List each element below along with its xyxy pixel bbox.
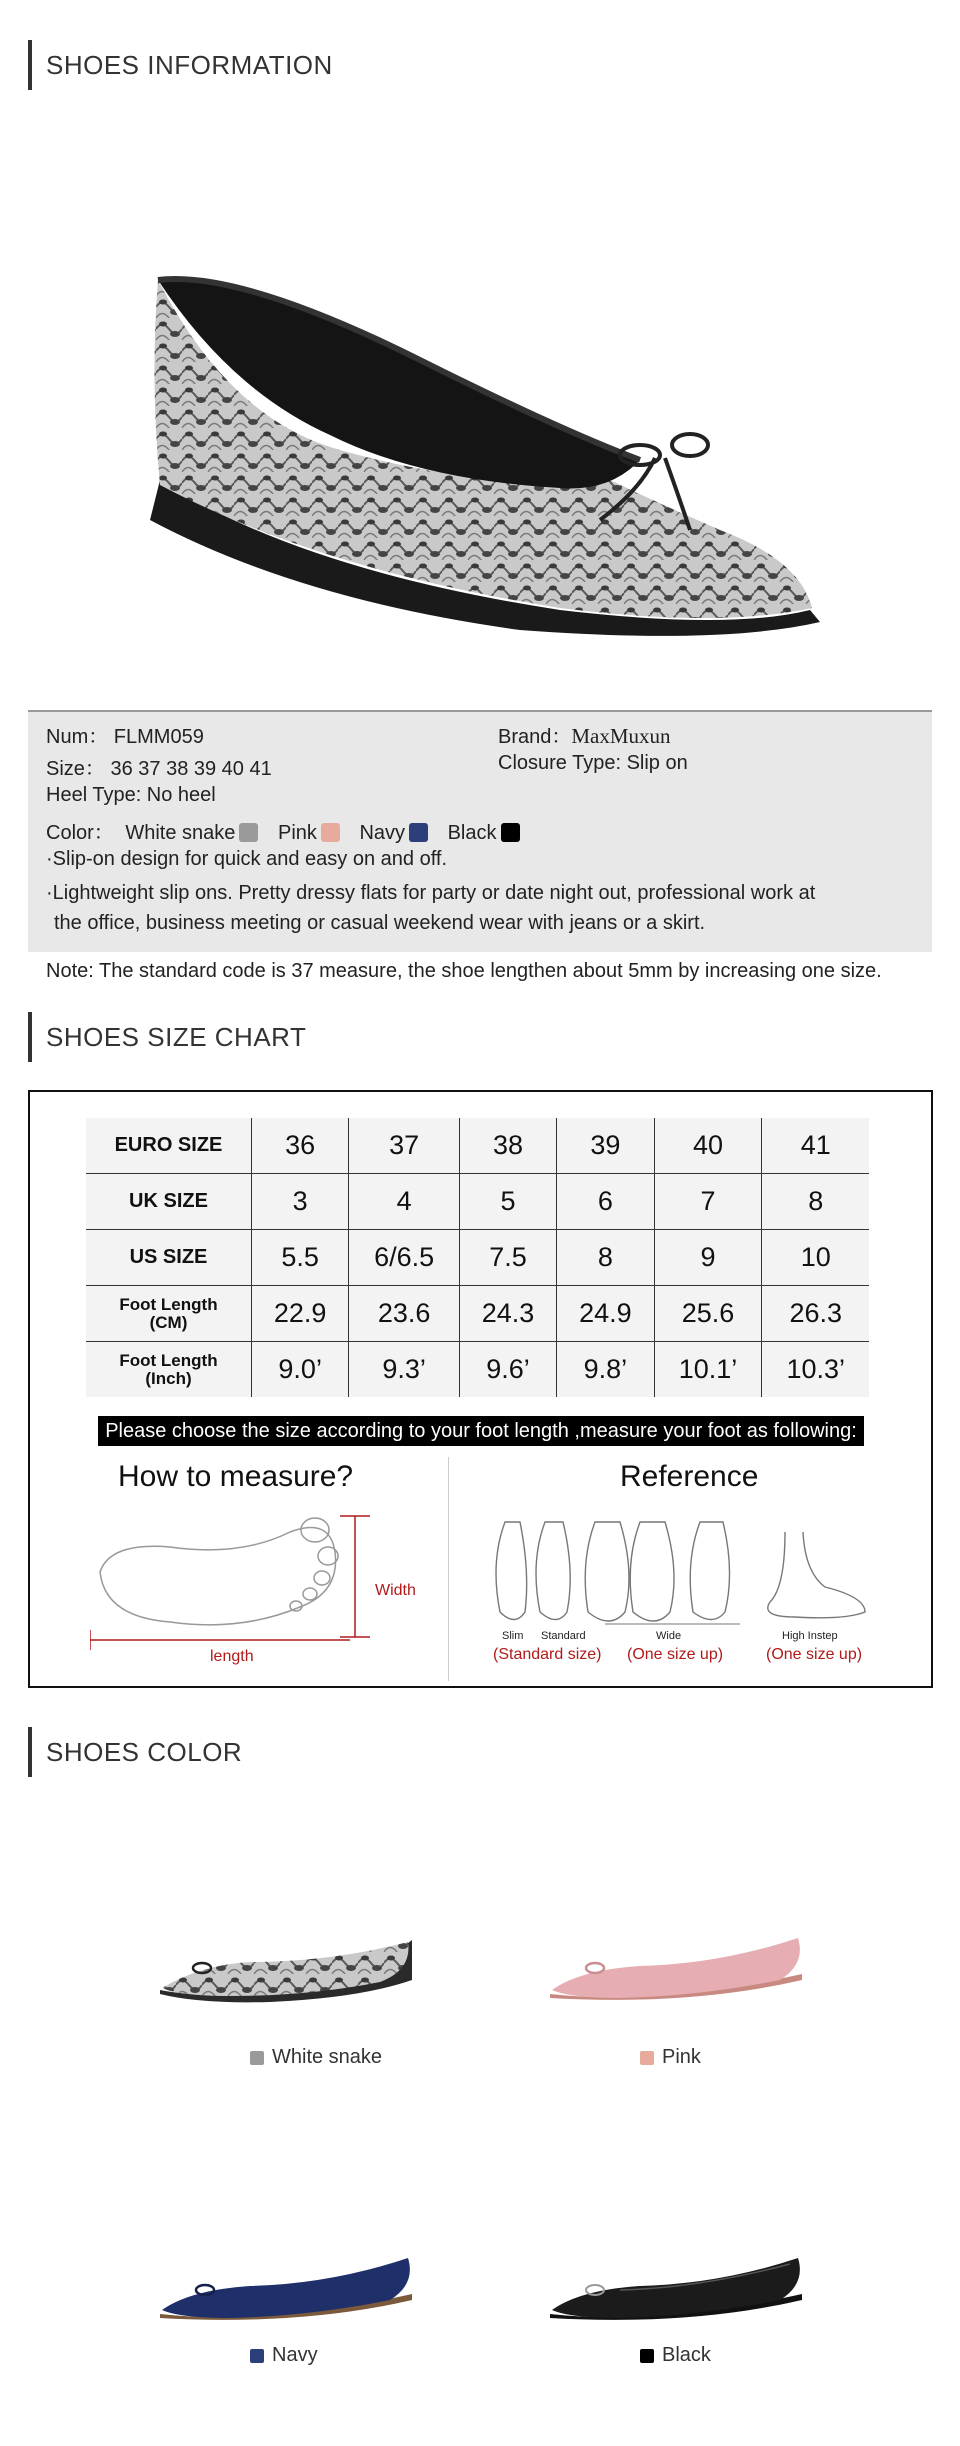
color-card-label: Navy — [272, 2344, 318, 2366]
table-cell: 25.6 — [654, 1286, 762, 1342]
table-cell: 5.5 — [252, 1230, 349, 1286]
spec-closure: Closure Type: Slip on — [498, 752, 688, 774]
spec-heel: Heel Type: No heel — [46, 784, 216, 806]
one-size-up-label: (One size up) — [627, 1646, 724, 1663]
spec-size: Size： 36 37 38 39 40 41 — [46, 758, 272, 780]
table-cell: 10.3’ — [762, 1342, 869, 1398]
color-dot — [640, 2051, 654, 2065]
table-cell: 24.9 — [557, 1286, 654, 1342]
table-cell: 7 — [654, 1174, 762, 1230]
table-cell: 37 — [349, 1118, 460, 1174]
table-cell: 3 — [252, 1174, 349, 1230]
table-row — [86, 1230, 869, 1286]
table-cell: 9.6’ — [459, 1342, 556, 1398]
table-cell: 38 — [459, 1118, 556, 1174]
section-title-info — [28, 40, 333, 90]
table-cell: 9.0’ — [252, 1342, 349, 1398]
table-cell: 8 — [762, 1174, 869, 1230]
color-dot — [250, 2349, 264, 2363]
color-white-snake: White snake — [125, 822, 236, 844]
measure-banner: Please choose the size according to your foot length ,measure your foot as following: — [98, 1416, 864, 1446]
reference-feet-icon — [485, 1512, 905, 1632]
color-card-label: Pink — [662, 2046, 701, 2068]
size-chart-panel — [28, 1090, 933, 1688]
width-label: Width — [375, 1582, 416, 1599]
table-cell: 26.3 — [762, 1286, 869, 1342]
size-table — [86, 1118, 869, 1397]
table-row — [86, 1118, 869, 1174]
size-note: Note: The standard code is 37 measure, the shoe lengthen about 5mm by increasing one size. — [46, 960, 882, 982]
swatch-black — [501, 823, 520, 842]
spec-brand-label: Brand： — [498, 726, 572, 748]
spec-panel — [28, 710, 932, 952]
table-cell: 39 — [557, 1118, 654, 1174]
color-pink: Pink — [277, 822, 317, 844]
table-cell: 9.8’ — [557, 1342, 654, 1398]
spec-colors — [46, 816, 534, 845]
spec-bullet-2a: ·Lightweight slip ons. Pretty dressy flats for party or date night out, professional work at — [46, 882, 816, 904]
table-cell: 4 — [349, 1174, 460, 1230]
table-row — [86, 1342, 869, 1398]
row-label-main: Foot Length — [119, 1350, 218, 1370]
section-title-size — [28, 1012, 306, 1062]
shoe-pink-image — [540, 1930, 810, 2010]
reference-title: Reference — [620, 1460, 759, 1493]
foot-type-wide: Wide — [656, 1630, 682, 1642]
spec-color-label: Color： — [46, 822, 114, 844]
shoe-white-snake-image — [150, 1930, 420, 2010]
section-title-text: SHOES INFORMATION — [46, 49, 333, 80]
color-card-pink — [640, 2046, 701, 2069]
section-title-color — [28, 1727, 242, 1777]
row-label: US SIZE — [86, 1230, 252, 1286]
section-title-text: SHOES SIZE CHART — [46, 1021, 307, 1052]
spec-brand-name: MaxMuxun — [571, 724, 671, 748]
spec-bullet-1: ·Slip-on design for quick and easy on and off. — [46, 848, 447, 870]
table-cell: 23.6 — [349, 1286, 460, 1342]
row-label: EURO SIZE — [86, 1118, 252, 1174]
color-card-navy — [250, 2344, 318, 2367]
table-cell: 7.5 — [459, 1230, 556, 1286]
color-card-white-snake — [250, 2046, 382, 2069]
one-size-up-label: (One size up) — [766, 1646, 863, 1663]
color-card-label: Black — [662, 2344, 711, 2366]
spec-brand — [498, 720, 671, 749]
swatch-white-snake — [239, 823, 258, 842]
row-label-unit: (CM) — [149, 1312, 188, 1332]
color-card-label: White snake — [272, 2046, 383, 2068]
swatch-navy — [409, 823, 428, 842]
table-row — [86, 1286, 869, 1342]
table-cell: 10 — [762, 1230, 869, 1286]
row-label — [86, 1342, 252, 1398]
color-dot — [640, 2349, 654, 2363]
length-label: length — [210, 1648, 254, 1665]
table-cell: 9.3’ — [349, 1342, 460, 1398]
shoe-black-image — [540, 2250, 810, 2330]
table-cell: 24.3 — [459, 1286, 556, 1342]
section-title-text: SHOES COLOR — [46, 1736, 243, 1767]
table-cell: 9 — [654, 1230, 762, 1286]
row-label-unit: (Inch) — [145, 1368, 192, 1388]
shoe-navy-image — [150, 2250, 420, 2330]
row-label-main: Foot Length — [119, 1294, 218, 1314]
spec-bullet-2b: the office, business meeting or casual weekend wear with jeans or a skirt. — [54, 912, 706, 934]
foot-outline-icon — [90, 1512, 410, 1662]
table-row — [86, 1174, 869, 1230]
foot-type-standard: Standard — [541, 1630, 586, 1642]
hero-shoe-image — [0, 230, 960, 690]
color-dot — [250, 2051, 264, 2065]
swatch-pink — [321, 823, 340, 842]
row-label — [86, 1286, 252, 1342]
color-card-black — [640, 2344, 711, 2367]
foot-type-high-instep: High Instep — [782, 1630, 838, 1642]
table-cell: 10.1’ — [654, 1342, 762, 1398]
table-cell: 5 — [459, 1174, 556, 1230]
color-navy: Navy — [359, 822, 406, 844]
table-cell: 6/6.5 — [349, 1230, 460, 1286]
measure-divider — [448, 1457, 449, 1681]
color-black: Black — [447, 822, 497, 844]
table-cell: 6 — [557, 1174, 654, 1230]
table-cell: 8 — [557, 1230, 654, 1286]
foot-type-slim: Slim — [502, 1630, 524, 1642]
how-to-measure-title: How to measure? — [118, 1460, 354, 1493]
table-cell: 40 — [654, 1118, 762, 1174]
table-cell: 41 — [762, 1118, 869, 1174]
standard-size-label: (Standard size) — [493, 1646, 602, 1663]
row-label: UK SIZE — [86, 1174, 252, 1230]
table-cell: 36 — [252, 1118, 349, 1174]
table-cell: 22.9 — [252, 1286, 349, 1342]
spec-num: Num： FLMM059 — [46, 726, 204, 748]
